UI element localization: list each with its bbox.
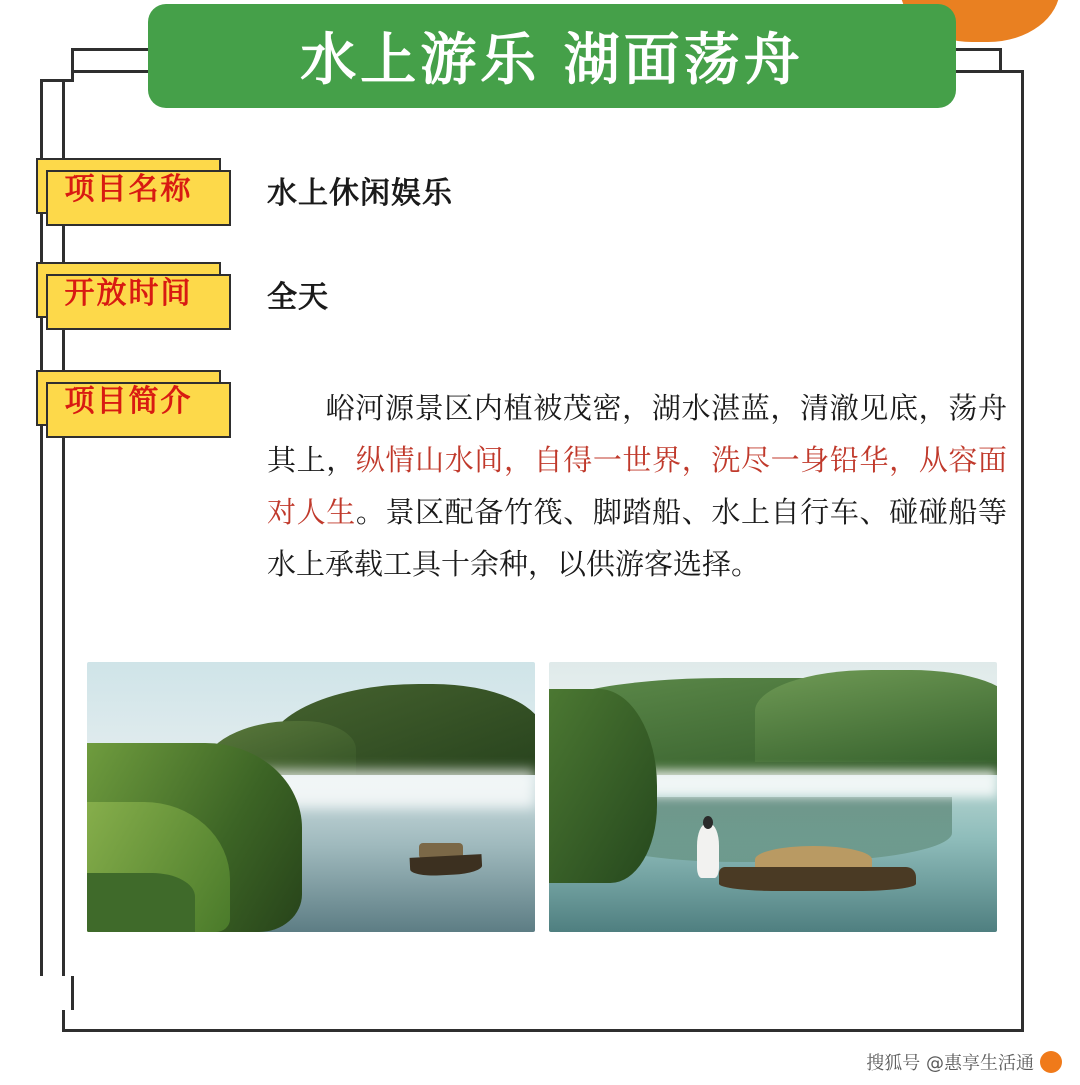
value-opening-hours: 全天	[267, 280, 329, 315]
value-project-name: 水上休闲娱乐	[267, 176, 453, 211]
watermark-logo-icon	[1040, 1051, 1062, 1073]
label-tag-introduction-text: 项目简介	[64, 384, 193, 419]
watermark	[866, 1049, 1062, 1075]
photo2-mountain-right	[755, 670, 997, 762]
photo-gallery	[87, 662, 997, 932]
label-tag-opening-hours-text: 开放时间	[64, 276, 193, 311]
photo2-boat	[719, 867, 916, 891]
photo-misty-river	[87, 662, 535, 932]
description-highlight: 纵情山水间，自得一世界，洗尽一身铅华，从容面对人生	[267, 443, 1007, 529]
photo2-tree	[549, 689, 657, 883]
description-paragraph	[267, 382, 1007, 590]
description-part1: 峪河源景区内植被茂密，湖水湛蓝，清澈见底，荡舟其上，	[267, 391, 1007, 477]
watermark-text: 搜狐号 @惠享生活通	[866, 1053, 1034, 1074]
photo1-bank	[87, 873, 195, 932]
card-content	[62, 70, 1024, 1032]
photo2-person-body	[697, 824, 719, 878]
photo-lake-boat	[549, 662, 997, 932]
label-tag-opening-hours	[36, 262, 221, 318]
label-tag-introduction	[36, 370, 221, 426]
page-title: 水上游乐 湖面荡舟	[300, 28, 804, 93]
description-part2: 。景区配备竹筏、脚踏船、水上自行车、碰碰船等水上承载工具十余种，以供游客选择。	[267, 495, 1007, 581]
title-banner	[148, 4, 956, 108]
label-tag-project-name-text: 项目名称	[64, 172, 193, 207]
label-tag-project-name	[36, 158, 221, 214]
